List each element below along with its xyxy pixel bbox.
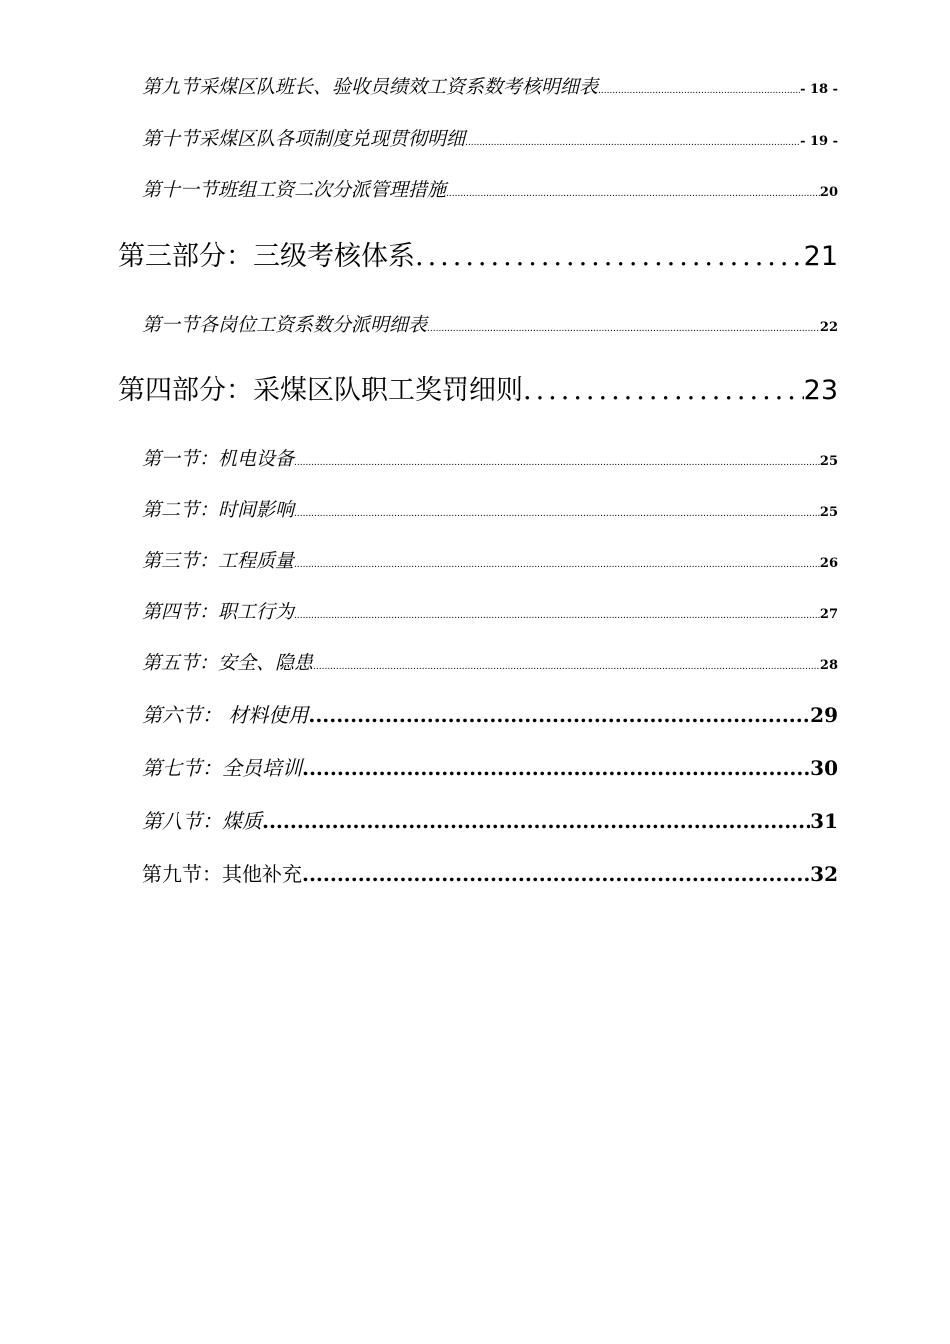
- toc-entry-section-1[interactable]: [142, 310, 838, 337]
- toc-entry-title: 第九节采煤区队班长、验收员绩效工资系数考核明细表: [142, 76, 599, 98]
- toc-entry-time-impact[interactable]: [142, 495, 838, 522]
- toc-entry-page: 27: [819, 607, 838, 622]
- toc-entry-title: 第十节采煤区队各项制度兑现贯彻明细: [142, 128, 466, 150]
- dot-leader: [308, 703, 810, 727]
- dot-leader: [302, 862, 810, 886]
- toc-entry-page: 22: [819, 320, 838, 335]
- toc-entry-other-supplements[interactable]: [142, 858, 838, 887]
- toc-entry-title: 第三节：工程质量: [142, 550, 295, 572]
- toc-entry-page: 30: [810, 756, 838, 780]
- toc-entry-coal-quality[interactable]: [142, 805, 838, 834]
- toc-entry-staff-training[interactable]: [142, 752, 838, 781]
- toc-entry-page: 25: [819, 505, 838, 520]
- toc-entry-material-usage[interactable]: [142, 699, 838, 728]
- toc-part-title: 第三部分：三级考核体系: [118, 241, 415, 272]
- toc-entry-page: 28: [819, 658, 838, 673]
- toc-entry-staff-behavior[interactable]: [142, 597, 838, 624]
- dot-leader: [262, 809, 810, 833]
- toc-entry-title: 第七节：全员培训: [142, 756, 302, 780]
- toc-entry-page: 23: [803, 375, 838, 406]
- toc-entry-page: 21: [803, 241, 838, 272]
- dot-leader: [415, 241, 804, 272]
- dot-leader: [427, 324, 820, 334]
- dot-leader: [465, 138, 800, 148]
- toc-entry-page: 25: [819, 454, 838, 469]
- toc-entry-section-10[interactable]: [142, 124, 838, 151]
- toc-entry-page: 32: [810, 862, 838, 886]
- dot-leader: [302, 756, 810, 780]
- toc-entry-page: - 18 -: [800, 82, 838, 97]
- toc-entry-title: 第五节：安全、隐患: [142, 652, 314, 674]
- toc-entry-title: 第一节：机电设备: [142, 448, 295, 470]
- toc-entry-title: 第十一节班组工资二次分派管理措施: [142, 179, 447, 201]
- dot-leader: [294, 458, 820, 468]
- toc-entry-mechanical-equipment[interactable]: [142, 444, 838, 471]
- toc-entry-title: 第四节：职工行为: [142, 601, 295, 623]
- toc-part-title: 第四部分：采煤区队职工奖罚细则: [118, 375, 523, 406]
- toc-entry-engineering-quality[interactable]: [142, 546, 838, 573]
- dot-leader: [446, 189, 820, 199]
- toc-entry-part-3[interactable]: [118, 234, 838, 273]
- dot-leader: [294, 611, 820, 621]
- toc-entry-page: - 19 -: [800, 134, 838, 149]
- dot-leader: [294, 560, 820, 570]
- toc-entry-page: 29: [810, 703, 838, 727]
- toc-entry-page: 20: [819, 185, 838, 200]
- toc-entry-section-9[interactable]: [142, 72, 838, 99]
- dot-leader: [523, 375, 804, 406]
- toc-entry-title: 第八节：煤质: [142, 809, 262, 833]
- toc-entry-section-11[interactable]: [142, 175, 838, 202]
- toc-entry-title: 第九节：其他补充: [142, 862, 302, 886]
- dot-leader: [313, 662, 820, 672]
- toc-entry-title: 第二节：时间影响: [142, 499, 295, 521]
- dot-leader: [598, 86, 800, 96]
- toc-entry-safety-hazards[interactable]: [142, 648, 838, 675]
- toc-entry-title: 第一节各岗位工资系数分派明细表: [142, 314, 428, 336]
- toc-entry-part-4[interactable]: [118, 368, 838, 407]
- toc-entry-page: 26: [819, 556, 838, 571]
- toc-entry-title: 第六节： 材料使用: [142, 703, 309, 727]
- dot-leader: [294, 509, 820, 519]
- toc-entry-page: 31: [810, 809, 838, 833]
